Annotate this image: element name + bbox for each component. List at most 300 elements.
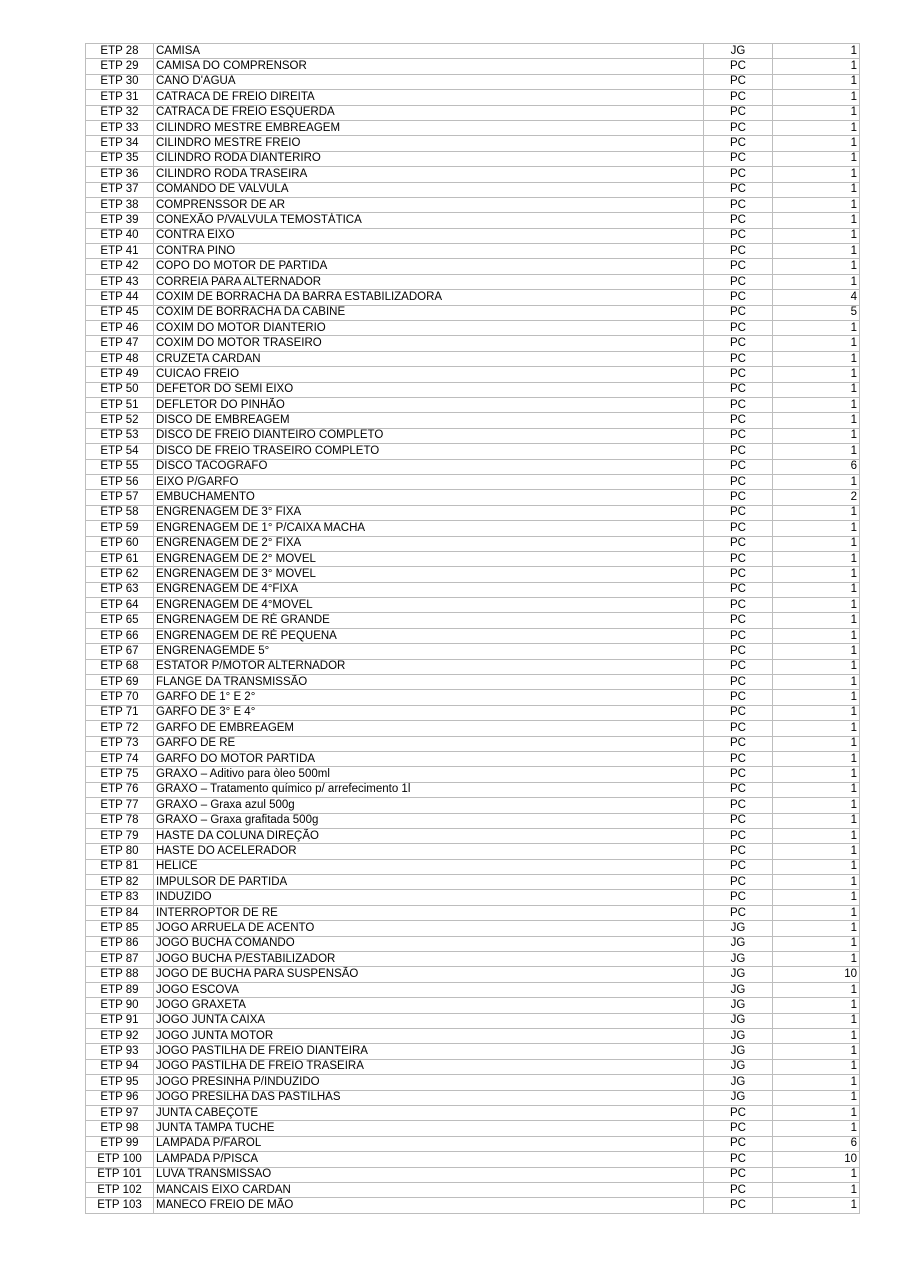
item-unit-cell: PC bbox=[704, 321, 773, 336]
table-row bbox=[86, 290, 860, 305]
item-code-cell: ETP 71 bbox=[86, 705, 154, 720]
item-code-cell: ETP 41 bbox=[86, 244, 154, 259]
item-unit-cell: PC bbox=[704, 120, 773, 135]
item-quantity-cell: 1 bbox=[773, 751, 860, 766]
item-quantity-cell: 1 bbox=[773, 336, 860, 351]
item-description-cell: CILINDRO RODA DIANTERIRO bbox=[154, 151, 704, 166]
item-unit-cell: PC bbox=[704, 551, 773, 566]
item-unit-cell: PC bbox=[704, 598, 773, 613]
item-code-cell: ETP 50 bbox=[86, 382, 154, 397]
item-description-cell: MANCAIS EIXO CARDAN bbox=[154, 1182, 704, 1197]
item-quantity-cell: 1 bbox=[773, 567, 860, 582]
item-code-cell: ETP 76 bbox=[86, 782, 154, 797]
item-unit-cell: PC bbox=[704, 767, 773, 782]
table-row bbox=[86, 136, 860, 151]
item-quantity-cell: 1 bbox=[773, 844, 860, 859]
item-description-cell: JOGO ARRUELA DE ACENTO bbox=[154, 921, 704, 936]
item-unit-cell: PC bbox=[704, 690, 773, 705]
item-description-cell: COMANDO DE VALVULA bbox=[154, 182, 704, 197]
item-description-cell: DEFLETOR DO PINHÃO bbox=[154, 397, 704, 412]
table-row bbox=[86, 444, 860, 459]
item-quantity-cell: 6 bbox=[773, 1136, 860, 1151]
table-row bbox=[86, 274, 860, 289]
item-quantity-cell: 1 bbox=[773, 474, 860, 489]
item-quantity-cell: 1 bbox=[773, 397, 860, 412]
item-quantity-cell: 1 bbox=[773, 244, 860, 259]
table-row bbox=[86, 875, 860, 890]
item-unit-cell: PC bbox=[704, 536, 773, 551]
item-description-cell: ENGRENAGEM DE RÉ GRANDE bbox=[154, 613, 704, 628]
table-row bbox=[86, 1198, 860, 1213]
item-code-cell: ETP 84 bbox=[86, 905, 154, 920]
item-description-cell: ENGRENAGEM DE 4°FIXA bbox=[154, 582, 704, 597]
item-unit-cell: PC bbox=[704, 675, 773, 690]
item-quantity-cell: 1 bbox=[773, 767, 860, 782]
item-quantity-cell: 1 bbox=[773, 1044, 860, 1059]
table-row bbox=[86, 1121, 860, 1136]
item-quantity-cell: 1 bbox=[773, 1105, 860, 1120]
item-description-cell: FLANGE DA TRANSMISSÃO bbox=[154, 675, 704, 690]
table-row bbox=[86, 828, 860, 843]
item-unit-cell: PC bbox=[704, 367, 773, 382]
item-quantity-cell: 1 bbox=[773, 675, 860, 690]
item-quantity-cell: 1 bbox=[773, 859, 860, 874]
item-unit-cell: PC bbox=[704, 351, 773, 366]
item-unit-cell: PC bbox=[704, 474, 773, 489]
item-quantity-cell: 1 bbox=[773, 705, 860, 720]
item-quantity-cell: 1 bbox=[773, 551, 860, 566]
table-row bbox=[86, 721, 860, 736]
item-description-cell: EMBUCHAMENTO bbox=[154, 490, 704, 505]
item-code-cell: ETP 61 bbox=[86, 551, 154, 566]
item-unit-cell: JG bbox=[704, 1044, 773, 1059]
item-quantity-cell: 1 bbox=[773, 367, 860, 382]
item-unit-cell: PC bbox=[704, 1105, 773, 1120]
item-description-cell: LAMPADA P/FAROL bbox=[154, 1136, 704, 1151]
item-unit-cell: PC bbox=[704, 844, 773, 859]
item-description-cell: COPO DO MOTOR DE PARTIDA bbox=[154, 259, 704, 274]
item-code-cell: ETP 101 bbox=[86, 1167, 154, 1182]
table-row bbox=[86, 167, 860, 182]
item-unit-cell: PC bbox=[704, 259, 773, 274]
item-quantity-cell: 1 bbox=[773, 428, 860, 443]
item-quantity-cell: 1 bbox=[773, 982, 860, 997]
item-code-cell: ETP 44 bbox=[86, 290, 154, 305]
item-quantity-cell: 1 bbox=[773, 998, 860, 1013]
item-unit-cell: PC bbox=[704, 736, 773, 751]
table-row bbox=[86, 1105, 860, 1120]
item-description-cell: GARFO DE 1° E 2° bbox=[154, 690, 704, 705]
item-quantity-cell: 1 bbox=[773, 228, 860, 243]
item-quantity-cell: 1 bbox=[773, 1075, 860, 1090]
table-row bbox=[86, 59, 860, 74]
table-row bbox=[86, 428, 860, 443]
item-unit-cell: JG bbox=[704, 998, 773, 1013]
item-description-cell: JOGO PASTILHA DE FREIO TRASEIRA bbox=[154, 1059, 704, 1074]
item-quantity-cell: 1 bbox=[773, 413, 860, 428]
item-quantity-cell: 1 bbox=[773, 444, 860, 459]
item-description-cell: GARFO DE RÉ bbox=[154, 736, 704, 751]
item-code-cell: ETP 64 bbox=[86, 598, 154, 613]
table-row bbox=[86, 936, 860, 951]
item-description-cell: DISCO DE FREIO DIANTEIRO COMPLETO bbox=[154, 428, 704, 443]
item-code-cell: ETP 62 bbox=[86, 567, 154, 582]
item-quantity-cell: 2 bbox=[773, 490, 860, 505]
item-quantity-cell: 1 bbox=[773, 798, 860, 813]
item-quantity-cell: 1 bbox=[773, 44, 860, 59]
item-unit-cell: PC bbox=[704, 336, 773, 351]
table-row bbox=[86, 321, 860, 336]
item-unit-cell: PC bbox=[704, 705, 773, 720]
table-row bbox=[86, 305, 860, 320]
table-row bbox=[86, 351, 860, 366]
item-code-cell: ETP 40 bbox=[86, 228, 154, 243]
item-description-cell: COXIM DE BORRACHA DA BARRA ESTABILIZADORA bbox=[154, 290, 704, 305]
table-row bbox=[86, 1075, 860, 1090]
item-code-cell: ETP 74 bbox=[86, 751, 154, 766]
table-row bbox=[86, 613, 860, 628]
item-description-cell: CONTRA PINO bbox=[154, 244, 704, 259]
item-unit-cell: PC bbox=[704, 444, 773, 459]
item-description-cell: GRAXO – Graxa grafitada 500g bbox=[154, 813, 704, 828]
item-quantity-cell: 1 bbox=[773, 259, 860, 274]
item-unit-cell: PC bbox=[704, 905, 773, 920]
table-row bbox=[86, 690, 860, 705]
item-description-cell: COXIM DE BORRACHA DA CABINE bbox=[154, 305, 704, 320]
table-row bbox=[86, 705, 860, 720]
item-unit-cell: PC bbox=[704, 859, 773, 874]
table-row bbox=[86, 905, 860, 920]
item-unit-cell: JG bbox=[704, 921, 773, 936]
item-description-cell: GARFO DE EMBREAGEM bbox=[154, 721, 704, 736]
item-description-cell: COXIM DO MOTOR TRASEIRO bbox=[154, 336, 704, 351]
table-row bbox=[86, 751, 860, 766]
item-code-cell: ETP 97 bbox=[86, 1105, 154, 1120]
table-row bbox=[86, 1090, 860, 1105]
table-row bbox=[86, 228, 860, 243]
item-code-cell: ETP 86 bbox=[86, 936, 154, 951]
item-description-cell: DEFETOR DO SEMI EIXO bbox=[154, 382, 704, 397]
item-code-cell: ETP 77 bbox=[86, 798, 154, 813]
item-code-cell: ETP 87 bbox=[86, 952, 154, 967]
item-code-cell: ETP 46 bbox=[86, 321, 154, 336]
item-code-cell: ETP 59 bbox=[86, 521, 154, 536]
item-unit-cell: PC bbox=[704, 782, 773, 797]
item-quantity-cell: 1 bbox=[773, 74, 860, 89]
table-row bbox=[86, 1029, 860, 1044]
item-description-cell: ENGRENAGEM DE 2° FIXA bbox=[154, 536, 704, 551]
table-row bbox=[86, 213, 860, 228]
table-row bbox=[86, 1152, 860, 1167]
table-row bbox=[86, 813, 860, 828]
item-code-cell: ETP 91 bbox=[86, 1013, 154, 1028]
item-quantity-cell: 5 bbox=[773, 305, 860, 320]
table-row bbox=[86, 397, 860, 412]
item-code-cell: ETP 57 bbox=[86, 490, 154, 505]
item-code-cell: ETP 103 bbox=[86, 1198, 154, 1213]
item-code-cell: ETP 53 bbox=[86, 428, 154, 443]
item-unit-cell: PC bbox=[704, 828, 773, 843]
item-unit-cell: PC bbox=[704, 813, 773, 828]
item-quantity-cell: 1 bbox=[773, 1029, 860, 1044]
item-unit-cell: PC bbox=[704, 890, 773, 905]
item-quantity-cell: 1 bbox=[773, 628, 860, 643]
item-description-cell: CORREIA PARA ALTERNADOR bbox=[154, 274, 704, 289]
item-description-cell: JOGO JUNTA CAIXA bbox=[154, 1013, 704, 1028]
item-description-cell: ENGRENAGEM DE RÉ PEQUENA bbox=[154, 628, 704, 643]
table-row bbox=[86, 1182, 860, 1197]
item-description-cell: JOGO PASTILHA DE FREIO DIANTEIRA bbox=[154, 1044, 704, 1059]
item-code-cell: ETP 38 bbox=[86, 197, 154, 212]
item-description-cell: DISCO DE FREIO TRASEIRO COMPLETO bbox=[154, 444, 704, 459]
item-description-cell: EIXO P/GARFO bbox=[154, 474, 704, 489]
item-code-cell: ETP 88 bbox=[86, 967, 154, 982]
item-description-cell: CRUZETA CARDAN bbox=[154, 351, 704, 366]
item-quantity-cell: 1 bbox=[773, 905, 860, 920]
item-unit-cell: PC bbox=[704, 413, 773, 428]
item-description-cell: ENGRENAGEM DE 2° MOVEL bbox=[154, 551, 704, 566]
item-description-cell: COMPRENSSOR DE AR bbox=[154, 197, 704, 212]
item-unit-cell: PC bbox=[704, 74, 773, 89]
item-code-cell: ETP 90 bbox=[86, 998, 154, 1013]
item-code-cell: ETP 34 bbox=[86, 136, 154, 151]
item-code-cell: ETP 52 bbox=[86, 413, 154, 428]
item-description-cell: ENGRENAGEM DE 3° FIXA bbox=[154, 505, 704, 520]
item-unit-cell: PC bbox=[704, 151, 773, 166]
table-row bbox=[86, 382, 860, 397]
table-row bbox=[86, 367, 860, 382]
table-row bbox=[86, 90, 860, 105]
item-quantity-cell: 1 bbox=[773, 1013, 860, 1028]
item-description-cell: IMPULSOR DE PARTIDA bbox=[154, 875, 704, 890]
item-quantity-cell: 1 bbox=[773, 1198, 860, 1213]
item-quantity-cell: 1 bbox=[773, 582, 860, 597]
table-row bbox=[86, 44, 860, 59]
item-code-cell: ETP 35 bbox=[86, 151, 154, 166]
item-code-cell: ETP 67 bbox=[86, 644, 154, 659]
item-code-cell: ETP 66 bbox=[86, 628, 154, 643]
item-code-cell: ETP 89 bbox=[86, 982, 154, 997]
item-unit-cell: JG bbox=[704, 936, 773, 951]
item-unit-cell: JG bbox=[704, 1013, 773, 1028]
item-unit-cell: JG bbox=[704, 44, 773, 59]
item-unit-cell: PC bbox=[704, 798, 773, 813]
item-unit-cell: JG bbox=[704, 967, 773, 982]
item-code-cell: ETP 28 bbox=[86, 44, 154, 59]
item-unit-cell: JG bbox=[704, 1029, 773, 1044]
item-code-cell: ETP 81 bbox=[86, 859, 154, 874]
item-code-cell: ETP 51 bbox=[86, 397, 154, 412]
item-description-cell: HASTE DA COLUNA DIREÇÃO bbox=[154, 828, 704, 843]
item-code-cell: ETP 42 bbox=[86, 259, 154, 274]
item-code-cell: ETP 43 bbox=[86, 274, 154, 289]
item-description-cell: GRAXO – Tratamento químico p/ arrefecimento 1l bbox=[154, 782, 704, 797]
item-code-cell: ETP 47 bbox=[86, 336, 154, 351]
item-unit-cell: PC bbox=[704, 167, 773, 182]
item-description-cell: GARFO DO MOTOR PARTIDA bbox=[154, 751, 704, 766]
items-table bbox=[85, 43, 860, 1214]
item-quantity-cell: 4 bbox=[773, 290, 860, 305]
item-code-cell: ETP 56 bbox=[86, 474, 154, 489]
item-description-cell: JOGO BUCHA P/ESTABILIZADOR bbox=[154, 952, 704, 967]
item-unit-cell: PC bbox=[704, 628, 773, 643]
item-description-cell: INDUZIDO bbox=[154, 890, 704, 905]
item-unit-cell: JG bbox=[704, 1075, 773, 1090]
item-unit-cell: JG bbox=[704, 952, 773, 967]
table-row bbox=[86, 336, 860, 351]
item-unit-cell: PC bbox=[704, 90, 773, 105]
item-code-cell: ETP 102 bbox=[86, 1182, 154, 1197]
item-quantity-cell: 1 bbox=[773, 644, 860, 659]
item-quantity-cell: 1 bbox=[773, 598, 860, 613]
item-description-cell: CAMISA DO COMPRENSOR bbox=[154, 59, 704, 74]
item-quantity-cell: 1 bbox=[773, 136, 860, 151]
item-description-cell: ENGRENAGEMDE 5° bbox=[154, 644, 704, 659]
table-row bbox=[86, 675, 860, 690]
item-description-cell: DISCO TACOGRAFO bbox=[154, 459, 704, 474]
table-row bbox=[86, 1167, 860, 1182]
item-quantity-cell: 1 bbox=[773, 59, 860, 74]
item-quantity-cell: 1 bbox=[773, 274, 860, 289]
item-quantity-cell: 10 bbox=[773, 1152, 860, 1167]
item-code-cell: ETP 55 bbox=[86, 459, 154, 474]
item-quantity-cell: 1 bbox=[773, 382, 860, 397]
item-quantity-cell: 1 bbox=[773, 90, 860, 105]
table-row bbox=[86, 767, 860, 782]
item-description-cell: JOGO BUCHA COMANDO bbox=[154, 936, 704, 951]
item-quantity-cell: 1 bbox=[773, 167, 860, 182]
item-unit-cell: PC bbox=[704, 274, 773, 289]
item-quantity-cell: 1 bbox=[773, 536, 860, 551]
item-quantity-cell: 1 bbox=[773, 105, 860, 120]
item-code-cell: ETP 65 bbox=[86, 613, 154, 628]
item-description-cell: JOGO JUNTA MOTOR bbox=[154, 1029, 704, 1044]
item-code-cell: ETP 48 bbox=[86, 351, 154, 366]
table-row bbox=[86, 490, 860, 505]
item-code-cell: ETP 100 bbox=[86, 1152, 154, 1167]
table-row bbox=[86, 151, 860, 166]
item-unit-cell: PC bbox=[704, 428, 773, 443]
item-unit-cell: PC bbox=[704, 305, 773, 320]
item-description-cell: CATRACA DE FREIO ESQUERDA bbox=[154, 105, 704, 120]
table-row bbox=[86, 474, 860, 489]
item-quantity-cell: 1 bbox=[773, 952, 860, 967]
item-description-cell: JOGO PRESILHA DAS PASTILHAS bbox=[154, 1090, 704, 1105]
table-row bbox=[86, 182, 860, 197]
item-code-cell: ETP 82 bbox=[86, 875, 154, 890]
item-description-cell: ENGRENAGEM DE 3° MOVEL bbox=[154, 567, 704, 582]
item-unit-cell: PC bbox=[704, 582, 773, 597]
item-code-cell: ETP 32 bbox=[86, 105, 154, 120]
item-quantity-cell: 1 bbox=[773, 690, 860, 705]
item-description-cell: CONTRA EIXO bbox=[154, 228, 704, 243]
item-description-cell: HASTE DO ACELERADOR bbox=[154, 844, 704, 859]
item-unit-cell: PC bbox=[704, 59, 773, 74]
item-code-cell: ETP 96 bbox=[86, 1090, 154, 1105]
item-code-cell: ETP 33 bbox=[86, 120, 154, 135]
item-unit-cell: PC bbox=[704, 1136, 773, 1151]
item-unit-cell: JG bbox=[704, 1059, 773, 1074]
item-code-cell: ETP 63 bbox=[86, 582, 154, 597]
item-quantity-cell: 1 bbox=[773, 1059, 860, 1074]
table-row bbox=[86, 844, 860, 859]
item-code-cell: ETP 37 bbox=[86, 182, 154, 197]
item-quantity-cell: 1 bbox=[773, 782, 860, 797]
table-row bbox=[86, 998, 860, 1013]
item-description-cell: CATRACA DE FREIO DIREITA bbox=[154, 90, 704, 105]
item-description-cell: CILINDRO MESTRE FREIO bbox=[154, 136, 704, 151]
item-quantity-cell: 1 bbox=[773, 182, 860, 197]
table-row bbox=[86, 967, 860, 982]
item-code-cell: ETP 75 bbox=[86, 767, 154, 782]
item-unit-cell: PC bbox=[704, 751, 773, 766]
item-unit-cell: PC bbox=[704, 197, 773, 212]
item-code-cell: ETP 85 bbox=[86, 921, 154, 936]
item-quantity-cell: 1 bbox=[773, 1090, 860, 1105]
item-description-cell: JOGO PRESINHA P/INDUZIDO bbox=[154, 1075, 704, 1090]
item-description-cell: GRAXO – Graxa azul 500g bbox=[154, 798, 704, 813]
item-description-cell: JOGO DE BUCHA PARA SUSPENSÃO bbox=[154, 967, 704, 982]
table-row bbox=[86, 598, 860, 613]
item-code-cell: ETP 58 bbox=[86, 505, 154, 520]
item-unit-cell: PC bbox=[704, 490, 773, 505]
item-code-cell: ETP 60 bbox=[86, 536, 154, 551]
item-unit-cell: PC bbox=[704, 659, 773, 674]
item-description-cell: MANECO FREIO DE MÃO bbox=[154, 1198, 704, 1213]
item-code-cell: ETP 79 bbox=[86, 828, 154, 843]
item-code-cell: ETP 30 bbox=[86, 74, 154, 89]
item-quantity-cell: 1 bbox=[773, 613, 860, 628]
item-unit-cell: PC bbox=[704, 136, 773, 151]
table-row bbox=[86, 782, 860, 797]
table-row bbox=[86, 982, 860, 997]
item-quantity-cell: 1 bbox=[773, 521, 860, 536]
item-unit-cell: PC bbox=[704, 290, 773, 305]
item-unit-cell: PC bbox=[704, 1182, 773, 1197]
item-description-cell: LAMPADA P/PISCA bbox=[154, 1152, 704, 1167]
item-description-cell: JUNTA CABEÇOTE bbox=[154, 1105, 704, 1120]
item-quantity-cell: 1 bbox=[773, 505, 860, 520]
table-row bbox=[86, 1044, 860, 1059]
item-unit-cell: PC bbox=[704, 105, 773, 120]
table-row bbox=[86, 736, 860, 751]
item-description-cell: CAMISA bbox=[154, 44, 704, 59]
item-unit-cell: PC bbox=[704, 505, 773, 520]
item-code-cell: ETP 99 bbox=[86, 1136, 154, 1151]
table-row bbox=[86, 244, 860, 259]
item-code-cell: ETP 49 bbox=[86, 367, 154, 382]
item-code-cell: ETP 78 bbox=[86, 813, 154, 828]
table-row bbox=[86, 459, 860, 474]
table-row bbox=[86, 859, 860, 874]
item-description-cell: LUVA TRANSMISSÃO bbox=[154, 1167, 704, 1182]
item-code-cell: ETP 69 bbox=[86, 675, 154, 690]
item-description-cell: GRAXO – Aditivo para òleo 500ml bbox=[154, 767, 704, 782]
item-code-cell: ETP 80 bbox=[86, 844, 154, 859]
item-unit-cell: PC bbox=[704, 875, 773, 890]
item-quantity-cell: 1 bbox=[773, 890, 860, 905]
item-description-cell: ESTATOR P/MOTOR ALTERNADOR bbox=[154, 659, 704, 674]
item-quantity-cell: 1 bbox=[773, 736, 860, 751]
table-row bbox=[86, 74, 860, 89]
item-quantity-cell: 10 bbox=[773, 967, 860, 982]
table-row bbox=[86, 1059, 860, 1074]
item-code-cell: ETP 70 bbox=[86, 690, 154, 705]
item-quantity-cell: 1 bbox=[773, 120, 860, 135]
item-description-cell: ENGRENAGEM DE 4°MOVEL bbox=[154, 598, 704, 613]
item-description-cell: CONEXÃO P/VALVULA TEMOSTÁTICA bbox=[154, 213, 704, 228]
item-unit-cell: PC bbox=[704, 567, 773, 582]
